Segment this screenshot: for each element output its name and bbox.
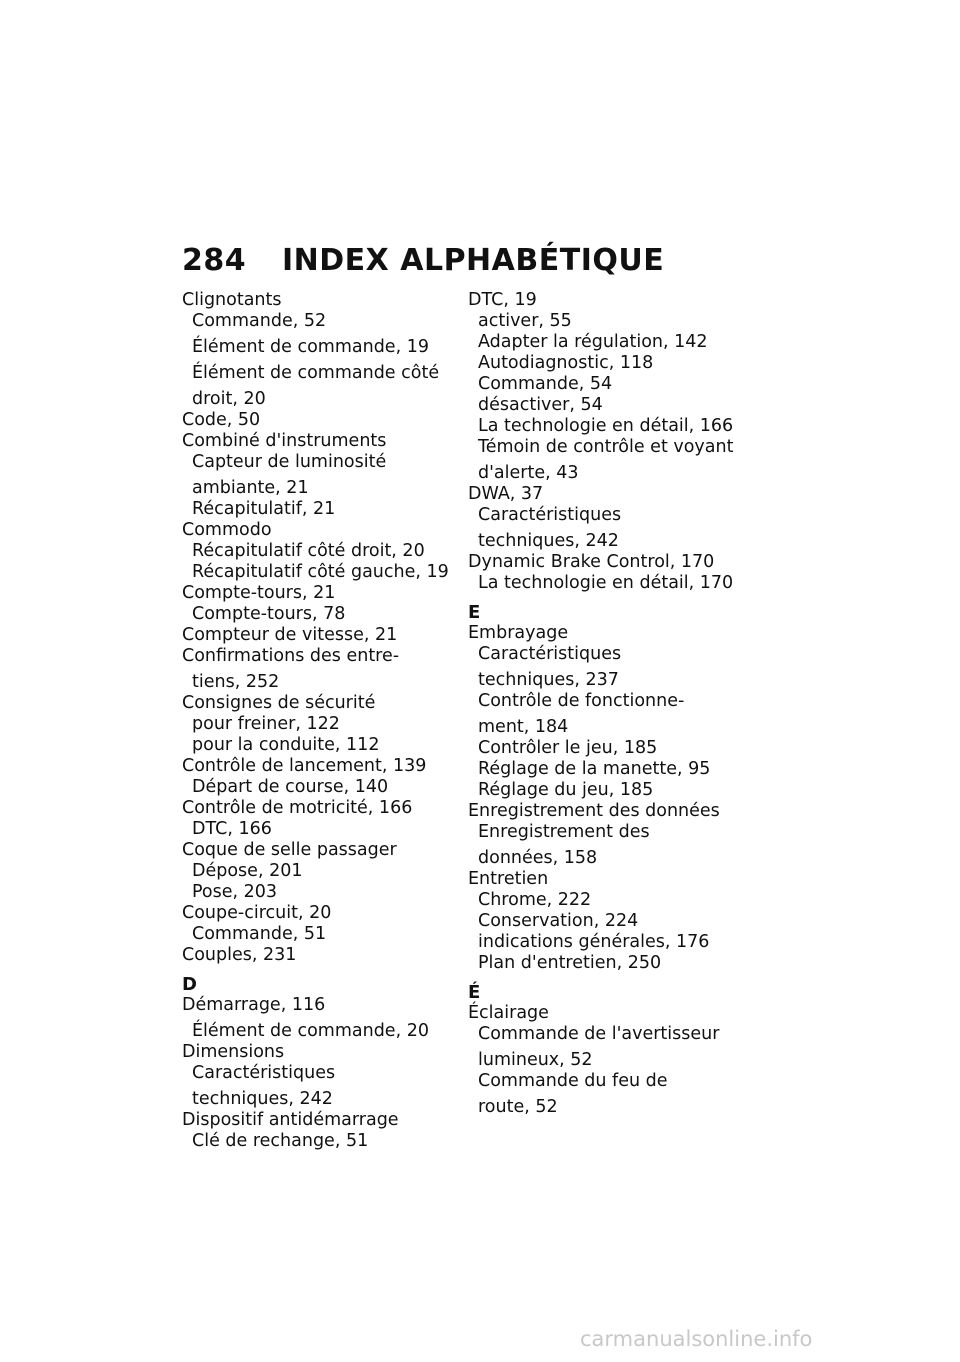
index-subentry: La technologie en détail, 170 <box>478 573 734 593</box>
index-entry: Commodo <box>182 520 272 540</box>
index-subentry: Départ de course, 140 <box>192 777 389 797</box>
index-subentry: Élément de commande, 20 <box>192 1021 429 1041</box>
index-entry: Contrôle de lancement, 139 <box>182 756 427 776</box>
index-subentry: Conservation, 224 <box>478 911 639 931</box>
index-entry: Démarrage, 116 <box>182 995 326 1015</box>
section-letter-d: D <box>182 974 197 995</box>
index-subentry: La technologie en détail, 166 <box>478 416 734 436</box>
section-letter-e: E <box>468 602 481 623</box>
index-subentry: Compte-tours, 78 <box>192 604 346 624</box>
index-subentry: techniques, 242 <box>478 531 619 551</box>
index-entry: Coque de selle passager <box>182 840 397 860</box>
index-entry: Clignotants <box>182 290 282 310</box>
index-subentry: Dépose, 201 <box>192 861 303 881</box>
index-entry: Coupe-circuit, 20 <box>182 903 332 923</box>
index-entry: Enregistrement des données <box>468 801 720 821</box>
index-entry: Dimensions <box>182 1042 285 1062</box>
index-entry: Entretien <box>468 869 549 889</box>
index-subentry: activer, 55 <box>478 311 572 331</box>
index-subentry: Réglage du jeu, 185 <box>478 780 654 800</box>
page-header <box>182 243 664 283</box>
index-entry: Compte-tours, 21 <box>182 583 336 603</box>
index-subentry: d'alerte, 43 <box>478 463 579 483</box>
index-subentry: Adapter la régulation, 142 <box>478 332 708 352</box>
index-subentry: Enregistrement des <box>478 822 650 842</box>
index-subentry: Caractéristiques <box>478 505 622 525</box>
index-subentry: Capteur de luminosité <box>192 452 387 472</box>
index-entry: Dynamic Brake Control, 170 <box>468 552 715 572</box>
index-subentry: Témoin de contrôle et voyant <box>478 437 734 457</box>
index-subentry: route, 52 <box>478 1097 558 1117</box>
index-subentry: tiens, 252 <box>192 672 280 692</box>
index-entry: DWA, 37 <box>468 484 544 504</box>
index-subentry: Réglage de la manette, 95 <box>478 759 711 779</box>
section-letter-e-acute: É <box>468 982 481 1003</box>
index-subentry: Plan d'entretien, 250 <box>478 953 662 973</box>
index-subentry: Élément de commande côté <box>192 363 440 383</box>
index-subentry: techniques, 237 <box>478 670 619 690</box>
index-entry: Contrôle de motricité, 166 <box>182 798 413 818</box>
index-column-right <box>468 290 738 1118</box>
index-subentry: Caractéristiques <box>192 1063 336 1083</box>
index-subentry: pour freiner, 122 <box>192 714 340 734</box>
index-subentry: Commande de l'avertisseur <box>478 1024 720 1044</box>
index-entry: DTC, 19 <box>468 290 537 310</box>
index-entry: Consignes de sécurité <box>182 693 376 713</box>
index-subentry: Récapitulatif côté droit, 20 <box>192 541 425 561</box>
index-subentry: désactiver, 54 <box>478 395 603 415</box>
index-subentry: ment, 184 <box>478 717 569 737</box>
index-subentry: DTC, 166 <box>192 819 272 839</box>
index-subentry: lumineux, 52 <box>478 1050 593 1070</box>
index-subentry: Commande, 54 <box>478 374 613 394</box>
index-subentry: Récapitulatif côté gauche, 19 <box>192 562 449 582</box>
index-subentry: indications générales, 176 <box>478 932 710 952</box>
index-subentry: Pose, 203 <box>192 882 278 902</box>
index-entry: Éclairage <box>468 1003 549 1023</box>
index-entry: Couples, 231 <box>182 945 297 965</box>
index-subentry: Commande, 52 <box>192 311 327 331</box>
index-subentry: droit, 20 <box>192 389 266 409</box>
index-subentry: Autodiagnostic, 118 <box>478 353 654 373</box>
watermark: carmanualsonline.info <box>580 1327 813 1351</box>
index-subentry: pour la conduite, 112 <box>192 735 380 755</box>
index-subentry: techniques, 242 <box>192 1089 333 1109</box>
index-subentry: Élément de commande, 19 <box>192 337 429 357</box>
index-subentry: Contrôler le jeu, 185 <box>478 738 658 758</box>
index-subentry: Chrome, 222 <box>478 890 592 910</box>
index-subentry: Contrôle de fonctionne- <box>478 691 685 711</box>
index-subentry: Récapitulatif, 21 <box>192 499 336 519</box>
index-subentry: Commande du feu de <box>478 1071 668 1091</box>
index-entry: Compteur de vitesse, 21 <box>182 625 398 645</box>
index-subentry: Commande, 51 <box>192 924 327 944</box>
index-entry: Combiné d'instruments <box>182 431 387 451</box>
index-subentry: Clé de rechange, 51 <box>192 1131 369 1151</box>
index-subentry: données, 158 <box>478 848 598 868</box>
index-subentry: ambiante, 21 <box>192 478 309 498</box>
index-entry: Dispositif antidémarrage <box>182 1110 399 1130</box>
index-column-left <box>182 290 452 1152</box>
page-title: INDEX ALPHABÉTIQUE <box>282 243 665 278</box>
index-subentry: Caractéristiques <box>478 644 622 664</box>
index-entry: Embrayage <box>468 623 569 643</box>
index-entry: Code, 50 <box>182 410 261 430</box>
page-number: 284 <box>182 243 247 278</box>
index-entry: Confirmations des entre- <box>182 646 400 666</box>
